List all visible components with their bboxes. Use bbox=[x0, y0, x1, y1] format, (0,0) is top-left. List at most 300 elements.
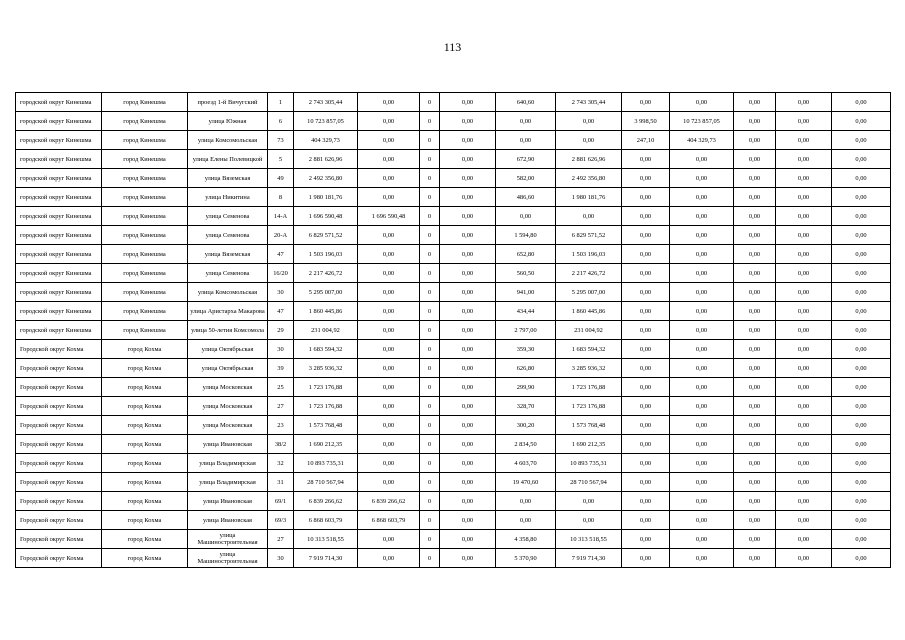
area-column-cell: 582,00 bbox=[496, 169, 556, 188]
area-column-3-cell: 0,00 bbox=[734, 340, 776, 359]
cost-column-11-cell: 0,00 bbox=[832, 454, 891, 473]
total-cost-cell: 28 710 567,94 bbox=[294, 473, 358, 492]
cost-column-6-cell: 3 285 936,32 bbox=[556, 359, 622, 378]
total-cost-cell: 2 217 426,72 bbox=[294, 264, 358, 283]
table-row bbox=[16, 454, 891, 473]
cost-column-4-cell: 0,00 bbox=[440, 435, 496, 454]
cost-column-2-cell: 0,00 bbox=[358, 93, 420, 112]
table-row bbox=[16, 207, 891, 226]
cost-column-4-cell: 0,00 bbox=[440, 454, 496, 473]
area-column-cell: 4 358,80 bbox=[496, 530, 556, 549]
cost-column-4-cell: 0,00 bbox=[440, 93, 496, 112]
settlement-cell: город Кинешма bbox=[102, 169, 188, 188]
area-column-cell: 0,00 bbox=[496, 131, 556, 150]
cost-column-8-cell: 0,00 bbox=[670, 359, 734, 378]
area-column-3-cell: 0,00 bbox=[734, 511, 776, 530]
cost-column-11-cell: 0,00 bbox=[832, 473, 891, 492]
settlement-cell: город Кохма bbox=[102, 454, 188, 473]
area-column-3-cell: 0,00 bbox=[734, 188, 776, 207]
municipality-cell: городской округ Кинешма bbox=[16, 283, 102, 302]
cost-column-6-cell: 0,00 bbox=[556, 207, 622, 226]
settlement-cell: город Кохма bbox=[102, 416, 188, 435]
settlement-cell: город Кинешма bbox=[102, 226, 188, 245]
cost-column-10-cell: 0,00 bbox=[776, 340, 832, 359]
count-column-cell: 0 bbox=[420, 321, 440, 340]
area-column-cell: 640,60 bbox=[496, 93, 556, 112]
cost-column-4-cell: 0,00 bbox=[440, 473, 496, 492]
count-column-cell: 0 bbox=[420, 264, 440, 283]
street-cell: улица Семенова bbox=[188, 264, 268, 283]
cost-column-8-cell: 404 329,73 bbox=[670, 131, 734, 150]
area-column-cell: 299,90 bbox=[496, 378, 556, 397]
settlement-cell: город Кохма bbox=[102, 435, 188, 454]
total-cost-cell: 2 492 356,80 bbox=[294, 169, 358, 188]
area-column-2-cell: 0,00 bbox=[622, 397, 670, 416]
area-column-3-cell: 0,00 bbox=[734, 492, 776, 511]
cost-column-8-cell: 0,00 bbox=[670, 245, 734, 264]
cost-column-4-cell: 0,00 bbox=[440, 492, 496, 511]
table-row bbox=[16, 340, 891, 359]
cost-column-4-cell: 0,00 bbox=[440, 283, 496, 302]
cost-column-10-cell: 0,00 bbox=[776, 416, 832, 435]
cost-column-10-cell: 0,00 bbox=[776, 321, 832, 340]
cost-column-11-cell: 0,00 bbox=[832, 492, 891, 511]
cost-column-11-cell: 0,00 bbox=[832, 416, 891, 435]
street-cell: улица Октябрьская bbox=[188, 340, 268, 359]
street-cell: улица Комсомольская bbox=[188, 283, 268, 302]
cost-column-2-cell: 0,00 bbox=[358, 530, 420, 549]
cost-column-8-cell: 0,00 bbox=[670, 511, 734, 530]
total-cost-cell: 404 329,73 bbox=[294, 131, 358, 150]
cost-column-4-cell: 0,00 bbox=[440, 340, 496, 359]
settlement-cell: город Кинешма bbox=[102, 321, 188, 340]
cost-column-4-cell: 0,00 bbox=[440, 112, 496, 131]
area-column-cell: 300,20 bbox=[496, 416, 556, 435]
cost-column-10-cell: 0,00 bbox=[776, 131, 832, 150]
cost-column-11-cell: 0,00 bbox=[832, 264, 891, 283]
house-number-cell: 47 bbox=[268, 245, 294, 264]
cost-column-8-cell: 0,00 bbox=[670, 283, 734, 302]
cost-column-10-cell: 0,00 bbox=[776, 169, 832, 188]
cost-column-11-cell: 0,00 bbox=[832, 93, 891, 112]
cost-column-6-cell: 0,00 bbox=[556, 492, 622, 511]
total-cost-cell: 10 723 857,05 bbox=[294, 112, 358, 131]
area-column-2-cell: 0,00 bbox=[622, 302, 670, 321]
cost-column-4-cell: 0,00 bbox=[440, 511, 496, 530]
count-column-cell: 0 bbox=[420, 549, 440, 568]
street-cell: улица Владимирская bbox=[188, 473, 268, 492]
table-row bbox=[16, 549, 891, 568]
area-column-2-cell: 0,00 bbox=[622, 207, 670, 226]
area-column-cell: 0,00 bbox=[496, 207, 556, 226]
count-column-cell: 0 bbox=[420, 207, 440, 226]
total-cost-cell: 2 881 626,96 bbox=[294, 150, 358, 169]
area-column-cell: 5 370,90 bbox=[496, 549, 556, 568]
cost-column-8-cell: 0,00 bbox=[670, 340, 734, 359]
cost-column-10-cell: 0,00 bbox=[776, 264, 832, 283]
table-row bbox=[16, 302, 891, 321]
street-cell: улица Южная bbox=[188, 112, 268, 131]
municipality-cell: Городской округ Кохма bbox=[16, 435, 102, 454]
cost-column-8-cell: 0,00 bbox=[670, 530, 734, 549]
cost-column-4-cell: 0,00 bbox=[440, 416, 496, 435]
cost-column-4-cell: 0,00 bbox=[440, 321, 496, 340]
area-column-2-cell: 0,00 bbox=[622, 245, 670, 264]
cost-column-11-cell: 0,00 bbox=[832, 131, 891, 150]
cost-column-2-cell: 0,00 bbox=[358, 454, 420, 473]
area-column-2-cell: 0,00 bbox=[622, 492, 670, 511]
area-column-cell: 560,50 bbox=[496, 264, 556, 283]
cost-column-10-cell: 0,00 bbox=[776, 188, 832, 207]
cost-column-11-cell: 0,00 bbox=[832, 321, 891, 340]
cost-column-6-cell: 1 573 768,48 bbox=[556, 416, 622, 435]
cost-column-10-cell: 0,00 bbox=[776, 397, 832, 416]
cost-column-4-cell: 0,00 bbox=[440, 302, 496, 321]
area-column-2-cell: 0,00 bbox=[622, 511, 670, 530]
cost-column-8-cell: 0,00 bbox=[670, 207, 734, 226]
street-cell: улица Вяземская bbox=[188, 169, 268, 188]
cost-column-6-cell: 0,00 bbox=[556, 131, 622, 150]
cost-column-8-cell: 0,00 bbox=[670, 435, 734, 454]
street-cell: улица Елены Полевицкой bbox=[188, 150, 268, 169]
area-column-cell: 486,60 bbox=[496, 188, 556, 207]
cost-column-6-cell: 2 881 626,96 bbox=[556, 150, 622, 169]
cost-column-10-cell: 0,00 bbox=[776, 473, 832, 492]
area-column-3-cell: 0,00 bbox=[734, 359, 776, 378]
cost-column-10-cell: 0,00 bbox=[776, 549, 832, 568]
street-cell: улица Московская bbox=[188, 378, 268, 397]
cost-column-8-cell: 0,00 bbox=[670, 416, 734, 435]
cost-column-8-cell: 0,00 bbox=[670, 226, 734, 245]
cost-column-10-cell: 0,00 bbox=[776, 302, 832, 321]
area-column-cell: 328,70 bbox=[496, 397, 556, 416]
count-column-cell: 0 bbox=[420, 359, 440, 378]
area-column-3-cell: 0,00 bbox=[734, 397, 776, 416]
count-column-cell: 0 bbox=[420, 473, 440, 492]
house-number-cell: 49 bbox=[268, 169, 294, 188]
house-number-cell: 30 bbox=[268, 283, 294, 302]
street-cell: улица Московская bbox=[188, 416, 268, 435]
cost-column-11-cell: 0,00 bbox=[832, 207, 891, 226]
area-column-2-cell: 0,00 bbox=[622, 549, 670, 568]
municipality-cell: городской округ Кинешма bbox=[16, 188, 102, 207]
cost-column-2-cell: 0,00 bbox=[358, 283, 420, 302]
street-cell: улица Ивановская bbox=[188, 511, 268, 530]
count-column-cell: 0 bbox=[420, 340, 440, 359]
cost-column-4-cell: 0,00 bbox=[440, 397, 496, 416]
house-number-cell: 47 bbox=[268, 302, 294, 321]
cost-column-10-cell: 0,00 bbox=[776, 245, 832, 264]
area-column-2-cell: 0,00 bbox=[622, 169, 670, 188]
cost-column-4-cell: 0,00 bbox=[440, 245, 496, 264]
house-number-cell: 8 bbox=[268, 188, 294, 207]
settlement-cell: город Кинешма bbox=[102, 283, 188, 302]
cost-column-4-cell: 0,00 bbox=[440, 530, 496, 549]
street-cell: улица Аристарха Макарова bbox=[188, 302, 268, 321]
cost-column-8-cell: 0,00 bbox=[670, 454, 734, 473]
cost-column-6-cell: 231 004,92 bbox=[556, 321, 622, 340]
cost-column-4-cell: 0,00 bbox=[440, 169, 496, 188]
cost-column-2-cell: 0,00 bbox=[358, 473, 420, 492]
total-cost-cell: 6 868 603,79 bbox=[294, 511, 358, 530]
cost-column-10-cell: 0,00 bbox=[776, 378, 832, 397]
area-column-cell: 0,00 bbox=[496, 511, 556, 530]
table-row bbox=[16, 188, 891, 207]
table-row bbox=[16, 511, 891, 530]
municipality-cell: Городской округ Кохма bbox=[16, 511, 102, 530]
count-column-cell: 0 bbox=[420, 511, 440, 530]
cost-column-6-cell: 1 980 181,76 bbox=[556, 188, 622, 207]
street-cell: улица Московская bbox=[188, 397, 268, 416]
area-column-2-cell: 0,00 bbox=[622, 188, 670, 207]
area-column-2-cell: 0,00 bbox=[622, 93, 670, 112]
table-row bbox=[16, 150, 891, 169]
settlement-cell: город Кинешма bbox=[102, 207, 188, 226]
cost-column-10-cell: 0,00 bbox=[776, 492, 832, 511]
cost-column-6-cell: 2 743 305,44 bbox=[556, 93, 622, 112]
table-row bbox=[16, 112, 891, 131]
area-column-2-cell: 0,00 bbox=[622, 473, 670, 492]
settlement-cell: город Кинешма bbox=[102, 150, 188, 169]
cost-column-2-cell: 0,00 bbox=[358, 340, 420, 359]
cost-column-6-cell: 1 860 445,86 bbox=[556, 302, 622, 321]
house-number-cell: 5 bbox=[268, 150, 294, 169]
cost-column-6-cell: 7 919 714,30 bbox=[556, 549, 622, 568]
settlement-cell: город Кинешма bbox=[102, 131, 188, 150]
count-column-cell: 0 bbox=[420, 93, 440, 112]
cost-column-8-cell: 0,00 bbox=[670, 302, 734, 321]
area-column-cell: 626,80 bbox=[496, 359, 556, 378]
cost-column-2-cell: 0,00 bbox=[358, 264, 420, 283]
cost-column-6-cell: 10 893 735,31 bbox=[556, 454, 622, 473]
table-row bbox=[16, 264, 891, 283]
cost-column-10-cell: 0,00 bbox=[776, 454, 832, 473]
municipality-cell: городской округ Кинешма bbox=[16, 264, 102, 283]
count-column-cell: 0 bbox=[420, 530, 440, 549]
area-column-cell: 2 797,00 bbox=[496, 321, 556, 340]
area-column-3-cell: 0,00 bbox=[734, 93, 776, 112]
municipality-cell: Городской округ Кохма bbox=[16, 454, 102, 473]
page-number: 113 bbox=[443, 40, 462, 54]
house-number-cell: 73 bbox=[268, 131, 294, 150]
area-column-cell: 1 594,80 bbox=[496, 226, 556, 245]
count-column-cell: 0 bbox=[420, 454, 440, 473]
cost-column-6-cell: 1 503 196,03 bbox=[556, 245, 622, 264]
municipality-cell: городской округ Кинешма bbox=[16, 302, 102, 321]
cost-column-2-cell: 0,00 bbox=[358, 549, 420, 568]
area-column-cell: 359,30 bbox=[496, 340, 556, 359]
house-number-cell: 16/20 bbox=[268, 264, 294, 283]
total-cost-cell: 6 839 266,62 bbox=[294, 492, 358, 511]
cost-column-8-cell: 0,00 bbox=[670, 492, 734, 511]
municipality-cell: городской округ Кинешма bbox=[16, 169, 102, 188]
house-number-cell: 69/3 bbox=[268, 511, 294, 530]
area-column-2-cell: 0,00 bbox=[622, 416, 670, 435]
municipality-cell: Городской округ Кохма bbox=[16, 378, 102, 397]
cost-column-6-cell: 10 313 518,55 bbox=[556, 530, 622, 549]
cost-column-2-cell: 0,00 bbox=[358, 245, 420, 264]
cost-column-4-cell: 0,00 bbox=[440, 131, 496, 150]
cost-column-2-cell: 0,00 bbox=[358, 226, 420, 245]
cost-column-4-cell: 0,00 bbox=[440, 226, 496, 245]
cost-column-11-cell: 0,00 bbox=[832, 112, 891, 131]
cost-column-2-cell: 0,00 bbox=[358, 169, 420, 188]
municipality-cell: Городской округ Кохма bbox=[16, 359, 102, 378]
municipality-cell: городской округ Кинешма bbox=[16, 93, 102, 112]
total-cost-cell: 6 829 571,52 bbox=[294, 226, 358, 245]
cost-column-10-cell: 0,00 bbox=[776, 150, 832, 169]
cost-column-11-cell: 0,00 bbox=[832, 435, 891, 454]
area-column-3-cell: 0,00 bbox=[734, 150, 776, 169]
count-column-cell: 0 bbox=[420, 169, 440, 188]
cost-column-11-cell: 0,00 bbox=[832, 359, 891, 378]
area-column-2-cell: 0,00 bbox=[622, 340, 670, 359]
settlement-cell: город Кохма bbox=[102, 473, 188, 492]
count-column-cell: 0 bbox=[420, 435, 440, 454]
area-column-3-cell: 0,00 bbox=[734, 473, 776, 492]
cost-column-11-cell: 0,00 bbox=[832, 226, 891, 245]
street-cell: улица Владимирская bbox=[188, 454, 268, 473]
municipality-cell: городской округ Кинешма bbox=[16, 131, 102, 150]
cost-column-8-cell: 0,00 bbox=[670, 397, 734, 416]
area-column-cell: 4 603,70 bbox=[496, 454, 556, 473]
settlement-cell: город Кохма bbox=[102, 359, 188, 378]
area-column-3-cell: 0,00 bbox=[734, 169, 776, 188]
cost-column-11-cell: 0,00 bbox=[832, 283, 891, 302]
count-column-cell: 0 bbox=[420, 378, 440, 397]
area-column-cell: 672,90 bbox=[496, 150, 556, 169]
count-column-cell: 0 bbox=[420, 492, 440, 511]
street-cell: улица Никитина bbox=[188, 188, 268, 207]
street-cell: улица Машиностроительная bbox=[188, 549, 268, 568]
cost-column-2-cell: 6 868 603,79 bbox=[358, 511, 420, 530]
total-cost-cell: 1 980 181,76 bbox=[294, 188, 358, 207]
area-column-3-cell: 0,00 bbox=[734, 321, 776, 340]
street-cell: улица Семенова bbox=[188, 226, 268, 245]
cost-column-11-cell: 0,00 bbox=[832, 397, 891, 416]
settlement-cell: город Кохма bbox=[102, 511, 188, 530]
table-row bbox=[16, 93, 891, 112]
area-column-cell: 652,80 bbox=[496, 245, 556, 264]
area-column-2-cell: 0,00 bbox=[622, 454, 670, 473]
area-column-3-cell: 0,00 bbox=[734, 378, 776, 397]
total-cost-cell: 2 743 305,44 bbox=[294, 93, 358, 112]
house-number-cell: 23 bbox=[268, 416, 294, 435]
cost-column-2-cell: 0,00 bbox=[358, 359, 420, 378]
cost-column-8-cell: 0,00 bbox=[670, 264, 734, 283]
settlement-cell: город Кинешма bbox=[102, 188, 188, 207]
area-column-2-cell: 3 998,50 bbox=[622, 112, 670, 131]
area-column-3-cell: 0,00 bbox=[734, 435, 776, 454]
house-number-cell: 31 bbox=[268, 473, 294, 492]
area-column-2-cell: 0,00 bbox=[622, 264, 670, 283]
settlement-cell: город Кинешма bbox=[102, 112, 188, 131]
street-cell: проезд 1-й Вичугский bbox=[188, 93, 268, 112]
cost-column-8-cell: 0,00 bbox=[670, 93, 734, 112]
municipality-cell: Городской округ Кохма bbox=[16, 340, 102, 359]
house-number-cell: 6 bbox=[268, 112, 294, 131]
area-column-3-cell: 0,00 bbox=[734, 207, 776, 226]
total-cost-cell: 1 683 594,32 bbox=[294, 340, 358, 359]
cost-column-10-cell: 0,00 bbox=[776, 112, 832, 131]
area-column-2-cell: 0,00 bbox=[622, 378, 670, 397]
settlement-cell: город Кохма bbox=[102, 549, 188, 568]
total-cost-cell: 1 503 196,03 bbox=[294, 245, 358, 264]
settlement-cell: город Кохма bbox=[102, 492, 188, 511]
cost-column-11-cell: 0,00 bbox=[832, 150, 891, 169]
street-cell: улица Комсомольская bbox=[188, 131, 268, 150]
total-cost-cell: 1 696 590,48 bbox=[294, 207, 358, 226]
count-column-cell: 0 bbox=[420, 150, 440, 169]
cost-column-4-cell: 0,00 bbox=[440, 188, 496, 207]
cost-column-6-cell: 1 723 176,88 bbox=[556, 378, 622, 397]
house-number-cell: 30 bbox=[268, 340, 294, 359]
count-column-cell: 0 bbox=[420, 245, 440, 264]
cost-column-4-cell: 0,00 bbox=[440, 264, 496, 283]
area-column-cell: 941,00 bbox=[496, 283, 556, 302]
house-number-cell: 1 bbox=[268, 93, 294, 112]
municipality-cell: Городской округ Кохма bbox=[16, 492, 102, 511]
area-column-3-cell: 0,00 bbox=[734, 226, 776, 245]
total-cost-cell: 1 690 212,35 bbox=[294, 435, 358, 454]
count-column-cell: 0 bbox=[420, 397, 440, 416]
cost-column-2-cell: 0,00 bbox=[358, 435, 420, 454]
street-cell: улица Октябрьская bbox=[188, 359, 268, 378]
table-row bbox=[16, 283, 891, 302]
table-row bbox=[16, 131, 891, 150]
cost-column-2-cell: 1 696 590,48 bbox=[358, 207, 420, 226]
cost-column-8-cell: 10 723 857,05 bbox=[670, 112, 734, 131]
cost-column-6-cell: 1 690 212,35 bbox=[556, 435, 622, 454]
house-number-cell: 27 bbox=[268, 530, 294, 549]
cost-column-4-cell: 0,00 bbox=[440, 549, 496, 568]
cost-column-2-cell: 0,00 bbox=[358, 131, 420, 150]
cost-column-6-cell: 2 492 356,80 bbox=[556, 169, 622, 188]
settlement-cell: город Кинешма bbox=[102, 245, 188, 264]
house-number-cell: 32 bbox=[268, 454, 294, 473]
municipality-cell: Городской округ Кохма bbox=[16, 416, 102, 435]
cost-column-2-cell: 0,00 bbox=[358, 188, 420, 207]
total-cost-cell: 1 723 176,88 bbox=[294, 397, 358, 416]
cost-column-8-cell: 0,00 bbox=[670, 378, 734, 397]
house-number-cell: 29 bbox=[268, 321, 294, 340]
cost-column-6-cell: 28 710 567,94 bbox=[556, 473, 622, 492]
table-row bbox=[16, 378, 891, 397]
cost-column-8-cell: 0,00 bbox=[670, 169, 734, 188]
cost-column-8-cell: 0,00 bbox=[670, 150, 734, 169]
table-row bbox=[16, 416, 891, 435]
street-cell: улица Семенова bbox=[188, 207, 268, 226]
street-cell: улица Машиностроительная bbox=[188, 530, 268, 549]
area-column-3-cell: 0,00 bbox=[734, 416, 776, 435]
settlement-cell: город Кохма bbox=[102, 378, 188, 397]
cost-column-2-cell: 0,00 bbox=[358, 302, 420, 321]
cost-column-6-cell: 1 723 176,88 bbox=[556, 397, 622, 416]
cost-column-10-cell: 0,00 bbox=[776, 511, 832, 530]
housing-register-table bbox=[15, 92, 891, 568]
cost-column-10-cell: 0,00 bbox=[776, 207, 832, 226]
cost-column-11-cell: 0,00 bbox=[832, 169, 891, 188]
cost-column-10-cell: 0,00 bbox=[776, 359, 832, 378]
cost-column-4-cell: 0,00 bbox=[440, 378, 496, 397]
cost-column-4-cell: 0,00 bbox=[440, 359, 496, 378]
municipality-cell: городской округ Кинешма bbox=[16, 245, 102, 264]
street-cell: улица Ивановская bbox=[188, 492, 268, 511]
cost-column-10-cell: 0,00 bbox=[776, 93, 832, 112]
municipality-cell: городской округ Кинешма bbox=[16, 207, 102, 226]
cost-column-11-cell: 0,00 bbox=[832, 549, 891, 568]
cost-column-10-cell: 0,00 bbox=[776, 435, 832, 454]
